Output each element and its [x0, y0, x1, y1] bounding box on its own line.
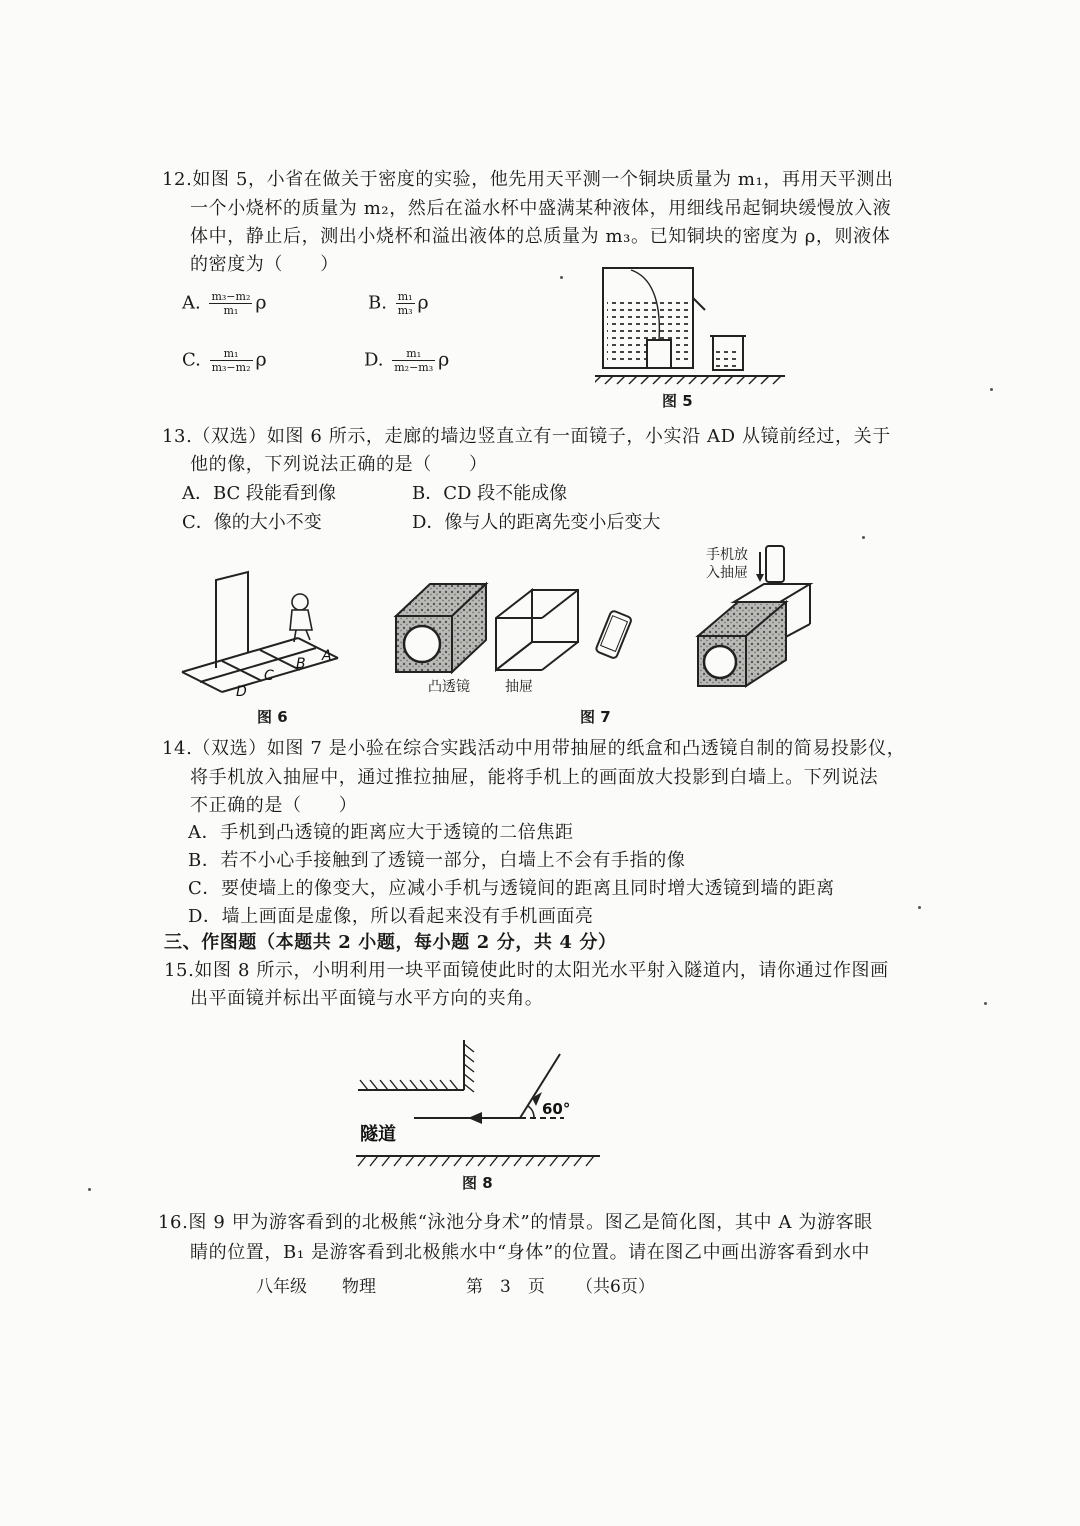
q14-line-2: 将手机放入抽屉中，通过推拉抽屉，能将手机上的画面放大投影到白墙上。下列说法	[190, 767, 879, 788]
scan-speck	[560, 276, 563, 279]
q12-option-d: D. $\frac{\text{m₁}}{\text{m₂−m₃}}$ ρ	[364, 347, 450, 374]
q16-line-1: 16.图 9 甲为游客看到的北极熊“泳池分身术”的情景。图乙是简化图，其中 A 为游客眼	[158, 1212, 873, 1233]
q12-line-2: 一个小烧杯的质量为 m₂，然后在溢水杯中盛满某种液体，用细线吊起铜块缓慢放入液	[190, 198, 892, 219]
figure-7-phone	[590, 608, 634, 664]
fig6-label-d: D	[236, 684, 247, 698]
q13-option-d: D．像与人的距离先变小后变大	[412, 512, 661, 533]
figure-6-corridor-mirror	[178, 568, 353, 698]
footer-subject: 物理	[342, 1277, 376, 1297]
figure-7-assembled-projector	[690, 540, 820, 690]
fig6-label-a: A	[322, 648, 332, 664]
q14-option-a: A．手机到凸透镜的距离应大于透镜的二倍焦距	[188, 822, 574, 843]
q14-line-1: 14.（双选）如图 7 是小验在综合实践活动中用带抽屉的纸盒和凸透镜自制的简易投影仪，	[162, 738, 906, 759]
scan-speck	[88, 1188, 91, 1191]
fig6-label-c: C	[264, 668, 274, 684]
figure-7-caption: 图 7	[580, 708, 611, 726]
fig7-drawer-label: 抽屉	[505, 679, 533, 695]
q15-line-2: 出平面镜并标出平面镜与水平方向的夹角。	[190, 988, 544, 1009]
scan-speck	[918, 906, 921, 909]
q12-line-4: 的密度为（ ）	[190, 254, 339, 275]
figure-7-drawer	[492, 588, 582, 672]
q13-line-2: 他的像，下列说法正确的是（ ）	[190, 454, 488, 475]
q16-line-2: 睛的位置，B₁ 是游客看到北极熊水中“身体”的位置。请在图乙中画出游客看到水中	[190, 1242, 870, 1263]
fig7-lens-label: 凸透镜	[428, 679, 470, 695]
q12-line-1: 12.如图 5，小省在做关于密度的实验，他先用天平测一个铜块质量为 m₁，再用天平测出	[162, 169, 894, 190]
q14-option-d: D．墙上画面是虚像，所以看起来没有手机画面亮	[188, 906, 594, 927]
figure-8-tunnel	[350, 1036, 610, 1176]
q13-option-c: C．像的大小不变	[182, 512, 322, 533]
footer-total-pages: （共6页）	[576, 1277, 655, 1297]
q13-line-1: 13.（双选）如图 6 所示，走廊的墙边竖直立有一面镜子，小实沿 AD 从镜前经过，关于	[162, 426, 891, 447]
q12-option-a-fraction: $\frac{\text{m₃−m₂}}{\text{m₁}}$	[211, 290, 251, 317]
figure-7-box-with-lens	[390, 578, 495, 678]
fig8-tunnel-label: 隧道	[360, 1124, 396, 1145]
q12-option-a: A. $\frac{\text{m₃−m₂}}{\text{m₁}}$ ρ	[182, 290, 267, 317]
q14-option-b: B．若不小心手接触到了透镜一部分，白墙上不会有手指的像	[188, 850, 686, 871]
scan-speck	[990, 388, 993, 391]
q13-option-b: B．CD 段不能成像	[412, 483, 568, 504]
figure-5-overflow-cup	[595, 258, 795, 388]
footer-grade: 八年级	[256, 1277, 307, 1297]
q12-line-3: 体中，静止后，测出小烧杯和溢出液体的总质量为 m₃。已知铜块的密度为 ρ，则液体	[190, 226, 891, 247]
scan-speck	[984, 1002, 987, 1005]
fig7-phone-label: 手机放 入抽屉	[706, 547, 748, 581]
q15-line-1: 15.如图 8 所示，小明利用一块平面镜使此时的太阳光水平射入隧道内，请你通过作图画	[164, 960, 889, 981]
q12-option-b: B. $\frac{\text{m₁}}{\text{m₃}}$ ρ	[368, 290, 429, 317]
q14-option-c: C．要使墙上的像变大，应减小手机与透镜间的距离且同时增大透镜到墙的距离	[188, 878, 835, 899]
q12-option-c: C. $\frac{\text{m₁}}{\text{m₃−m₂}}$ ρ	[182, 347, 267, 374]
section-3-heading: 三、作图题（本题共 2 小题，每小题 2 分，共 4 分）	[164, 932, 617, 953]
fig8-angle-label: 60°	[542, 1100, 571, 1118]
figure-6-caption: 图 6	[257, 708, 288, 726]
fig6-label-b: B	[296, 656, 306, 672]
footer-page-number: 第 3 页	[466, 1277, 545, 1297]
figure-5-caption: 图 5	[662, 392, 693, 410]
figure-8-caption: 图 8	[462, 1174, 493, 1192]
q13-option-a: A．BC 段能看到像	[182, 483, 337, 504]
scan-speck	[862, 536, 865, 539]
q14-line-3: 不正确的是（ ）	[190, 795, 358, 816]
